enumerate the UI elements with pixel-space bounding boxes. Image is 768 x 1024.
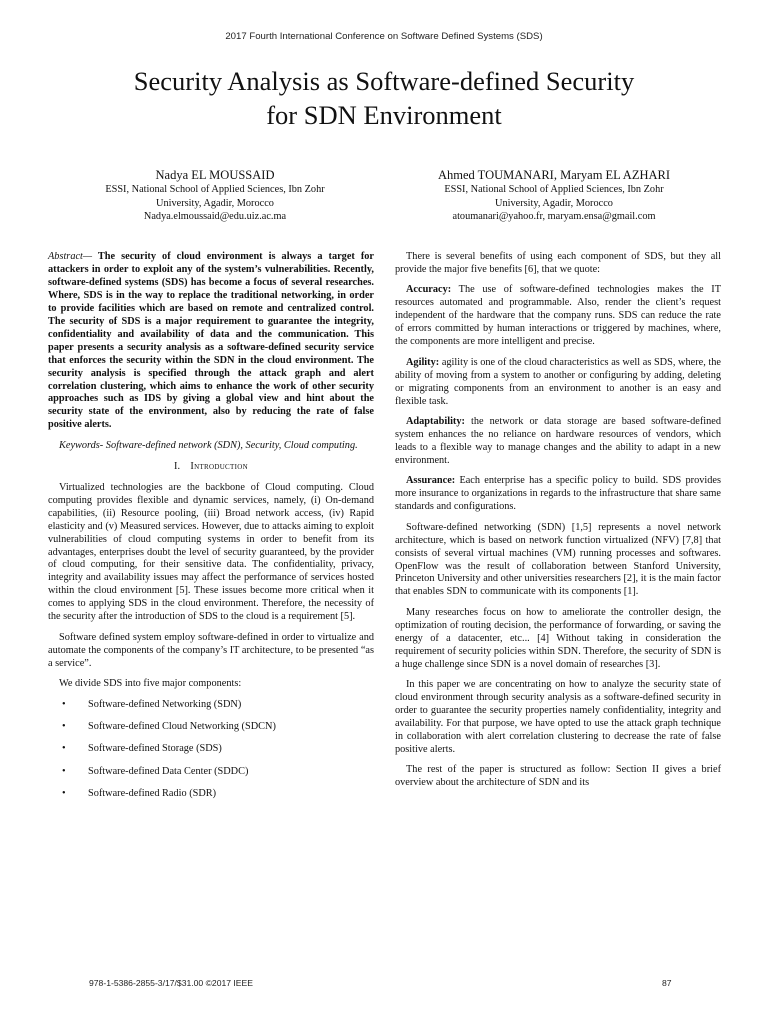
author-affiliation: ESSI, National School of Applied Sciences, Ibn Zohr	[105, 184, 325, 195]
paper-title	[40, 64, 728, 132]
author-location: University, Agadir, Morocco	[495, 197, 613, 209]
conference-header: 2017 Fourth International Conference on Software Defined Systems (SDS)	[225, 31, 543, 42]
bullet-icon: •	[62, 743, 66, 755]
list-item	[48, 699, 374, 712]
list-item	[48, 788, 374, 801]
body-paragraph: Software-defined networking (SDN) [1,5] represents a novel network architecture, which is based on network function virtualized (NFV) [7,8] that consists of several virtual machines (VM) running processes and softwares. OpenFlow was the result of collaboration between Stanford University, Princeton University and other universities researchers [2], it is the main factor that enables SDN to communicate with its components [1].	[395, 521, 721, 598]
benefit-term: Adaptability:	[406, 415, 465, 427]
list-item-text: Software-defined Networking (SDN)	[88, 698, 242, 710]
list-item-text: Software-defined Data Center (SDDC)	[88, 765, 249, 777]
list-item	[48, 766, 374, 779]
sds-components-list	[48, 699, 374, 802]
body-paragraph: In this paper we are concentrating on how to analyze the security state of cloud environment through security analysis as a software-defined security in order to guarantee the security properties namely confidentiality, integrity and availability. For that purpose, we have opted to use the attack graph technique in collaboration with alert correlation clustering to decrease the rate of false positive alerts.	[395, 679, 721, 755]
body-paragraph: Many researches focus on how to ameliorate the controller design, the optimization of routing decision, the performance of forwarding, or saving the energy of a datacenter, etc... [4] Without taking in consideration the requirement of security policies within SDN. Therefore, the security of SDN is a huge challenge since SDN is a novel domain of researches [3].	[395, 606, 721, 670]
body-paragraph: Virtualized technologies are the backbone of Cloud computing. Cloud computing provides flexible and dynamic services, namely, (i) On-demand capabilities, (ii) Resource pooling, (iii) Broad network access, (iv) Rapid elasticity and (v) Measured services. However, due to attacks aiming to exploit vulnerabilities of cloud computing systems in order to benefit from its advantages, enterprises doubt the level of security guaranteed, by the provider of cloud computing, for their sensitive data. The confidentiality, privacy, integrity and availability issues may affect the performance of services hosted within the cloud environment [5]. These issues become more critical when it comes to applying SDS in the cloud environment. Therefore, the necessity of the security after the introduction of SDS to the cloud is a requirement [5].	[48, 481, 374, 623]
author-location: University, Agadir, Morocco	[156, 197, 274, 209]
benefit-paragraph	[395, 416, 721, 468]
benefit-text: The use of software-defined technologies makes the IT resources automated and programmable. Also, render the client’s request independent of the hardware that the company runs. SDS can reduce the rate of errors committed by human interactions or triggered by machines, where, the components are more intelligent and precise.	[395, 284, 721, 348]
benefit-term: Agility:	[406, 356, 440, 368]
author-email: atoumanari@yahoo.fr, maryam.ensa@gmail.com	[452, 211, 656, 222]
bullet-icon: •	[62, 788, 66, 800]
list-item	[48, 721, 374, 734]
benefit-text: Each enterprise has a specific policy to build. SDS provides more insurance to organizations in regards to the infrastructure that share same standards and configurations.	[395, 475, 721, 513]
author-block-1	[80, 167, 350, 224]
benefit-term: Assurance:	[406, 475, 456, 487]
author-name: Nadya EL MOUSSAID	[155, 168, 275, 182]
benefit-term: Accuracy:	[406, 284, 452, 296]
section-heading	[48, 461, 374, 474]
right-column	[395, 251, 721, 798]
left-column	[48, 251, 374, 811]
list-item	[48, 743, 374, 756]
copyright-footer: 978-1-5386-2855-3/17/$31.00 ©2017 IEEE	[89, 978, 254, 988]
title-line-1: Security Analysis as Software-defined Security	[133, 66, 635, 96]
benefit-paragraph	[395, 357, 721, 409]
page-number: 87	[662, 978, 672, 988]
body-paragraph: The rest of the paper is structured as follow: Section II gives a brief overview about the architecture of SDN and its	[395, 764, 721, 789]
body-paragraph: There is several benefits of using each component of SDS, but they all provide the major five benefits [6], that we quote:	[395, 251, 721, 275]
author-name: Ahmed TOUMANARI, Maryam EL AZHARI	[437, 168, 671, 182]
section-number: I.	[174, 460, 181, 472]
body-paragraph: Software defined system employ software-defined in order to virtualize and automate the components of the company’s IT architecture, to be presented “as a service”.	[48, 631, 374, 669]
abstract	[48, 251, 374, 432]
author-affiliation: ESSI, National School of Applied Sciences, Ibn Zohr	[444, 184, 664, 195]
abstract-label: Abstract—	[48, 251, 93, 262]
list-item-text: Software-defined Radio (SDR)	[88, 788, 217, 800]
bullet-icon: •	[62, 721, 66, 732]
title-line-2: for SDN Environment	[266, 100, 502, 130]
section-title: Introduction	[190, 460, 248, 472]
benefit-text: agility is one of the cloud characteristics as well as SDS, where, the ability of moving from a system to another or configuring by adding, deleting or migrating components from an environment to another is an easy and flexible task.	[395, 356, 721, 407]
benefit-text: the network or data storage are based software-defined system enhances the no reliance on hardware resources of vendors, which leads to a flexible way to manage changes and the ability to adapt in a new environment.	[395, 415, 721, 466]
body-paragraph: We divide SDS into five major components:	[59, 678, 242, 690]
bullet-icon: •	[62, 765, 66, 777]
keywords: Keywords- Software-defined network (SDN), Security, Cloud computing.	[59, 439, 358, 451]
benefit-paragraph	[395, 475, 721, 514]
list-item-text: Software-defined Storage (SDS)	[88, 743, 222, 755]
benefit-paragraph	[395, 284, 721, 349]
list-item-text: Software-defined Cloud Networking (SDCN)	[88, 721, 276, 732]
author-block-2	[410, 167, 698, 224]
abstract-text: The security of cloud environment is always a target for attackers in order to exploit any of the system’s vulnerabilities. Recently, software-defined systems (SDS) has become a focus of several researches. Where, SDS is in the way to replace the traditional networking, in order to provide facilities which are based on remote and centralized control. The security of SDS is a major requirement to guarantee the integrity, confidentiality and availability of data and the communication. This paper presents a security analysis as a software-defined security service that enforces the security within the SDN in the cloud environment. The security analysis is specified through the attack graph and alert correlation clustering, which aims to enhance the work of other security approaches such as IDS by giving a global view and hint about the security state of the environment, also by reducing the rate of false positive alerts.	[48, 251, 375, 431]
bullet-icon: •	[62, 698, 66, 710]
author-email: Nadya.elmoussaid@edu.uiz.ac.ma	[143, 211, 287, 222]
